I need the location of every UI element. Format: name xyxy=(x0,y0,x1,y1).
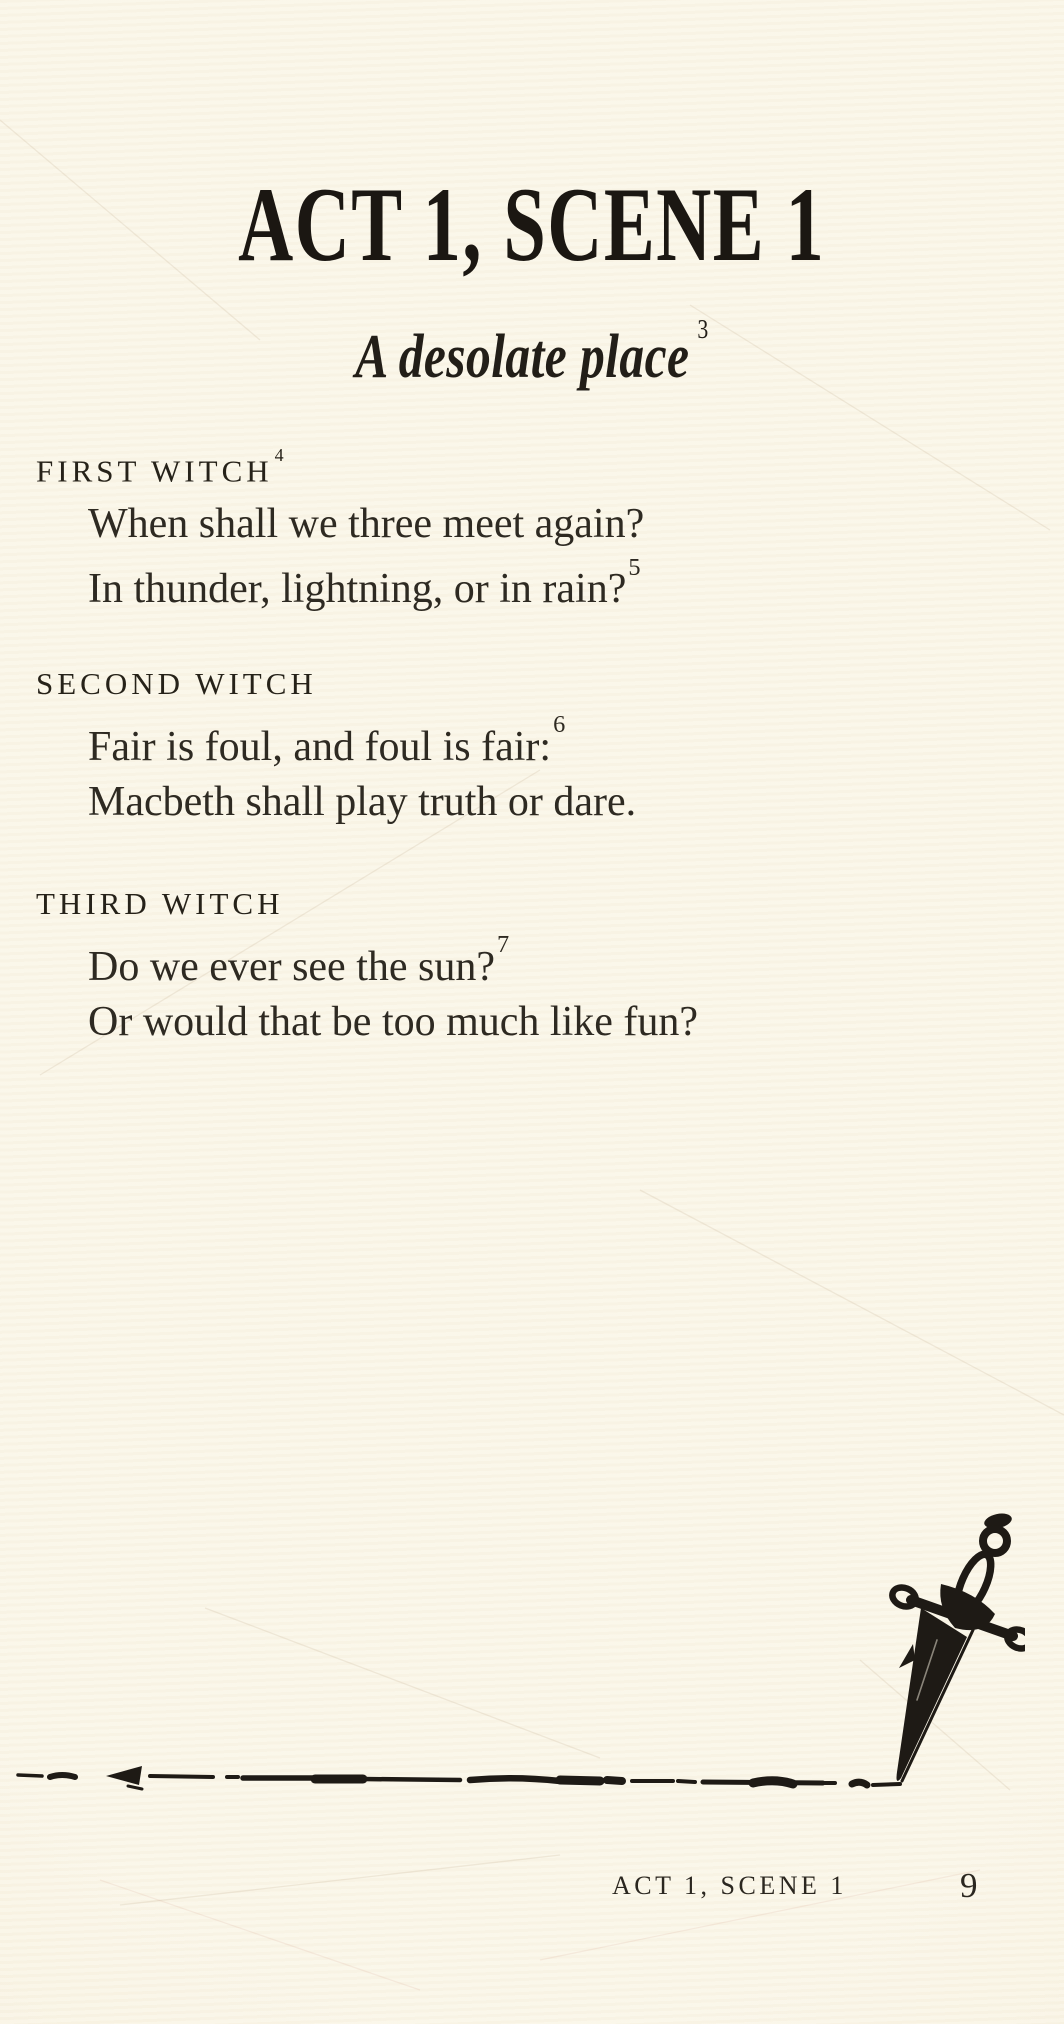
speaker-name-text: SECOND WITCH xyxy=(36,666,317,701)
dialogue-line xyxy=(36,775,1024,830)
dialogue-text: Or would that be too much like fun? xyxy=(88,999,699,1045)
page-title xyxy=(0,166,1064,283)
dialogue-text: Macbeth shall play truth or dare. xyxy=(88,779,637,825)
footnote-ref-3: 3 xyxy=(697,314,709,345)
speech-first-witch xyxy=(36,438,1024,617)
speech-third-witch xyxy=(36,878,1024,1050)
ground-line xyxy=(0,1758,910,1798)
dagger-icon xyxy=(845,1510,1025,1795)
speaker-name xyxy=(36,658,1024,710)
dialogue-text: Fair is foul, and foul is fair: xyxy=(88,724,552,770)
scene-setting-text: A desolate place xyxy=(355,323,690,391)
speaker-name xyxy=(36,878,1024,930)
footnote-ref-4: 4 xyxy=(274,444,284,465)
speech-second-witch xyxy=(36,658,1024,830)
page-number: 9 xyxy=(960,1866,978,1905)
dialogue-text: When shall we three meet again? xyxy=(88,501,645,548)
page-title-text: ACT 1, SCENE 1 xyxy=(238,166,826,283)
dialogue-line xyxy=(36,930,1024,995)
speaker-name-text: THIRD WITCH xyxy=(36,886,284,921)
footnote-ref-7: 7 xyxy=(497,931,510,959)
speaker-name xyxy=(36,438,1024,497)
dialogue-line xyxy=(36,552,1024,617)
dialogue-line xyxy=(36,995,1024,1050)
footnote-ref-6: 6 xyxy=(553,711,566,739)
dialogue-text: Do we ever see the sun? xyxy=(88,944,495,990)
footnote-ref-5: 5 xyxy=(628,553,641,581)
dialogue-text: In thunder, lightning, or in rain? xyxy=(88,566,627,613)
dialogue-line xyxy=(36,497,1024,552)
speaker-name-text: FIRST WITCH xyxy=(36,453,273,489)
dialogue-line xyxy=(36,710,1024,775)
running-head: ACT 1, SCENE 1 xyxy=(612,1871,847,1900)
scene-setting xyxy=(0,314,1064,391)
